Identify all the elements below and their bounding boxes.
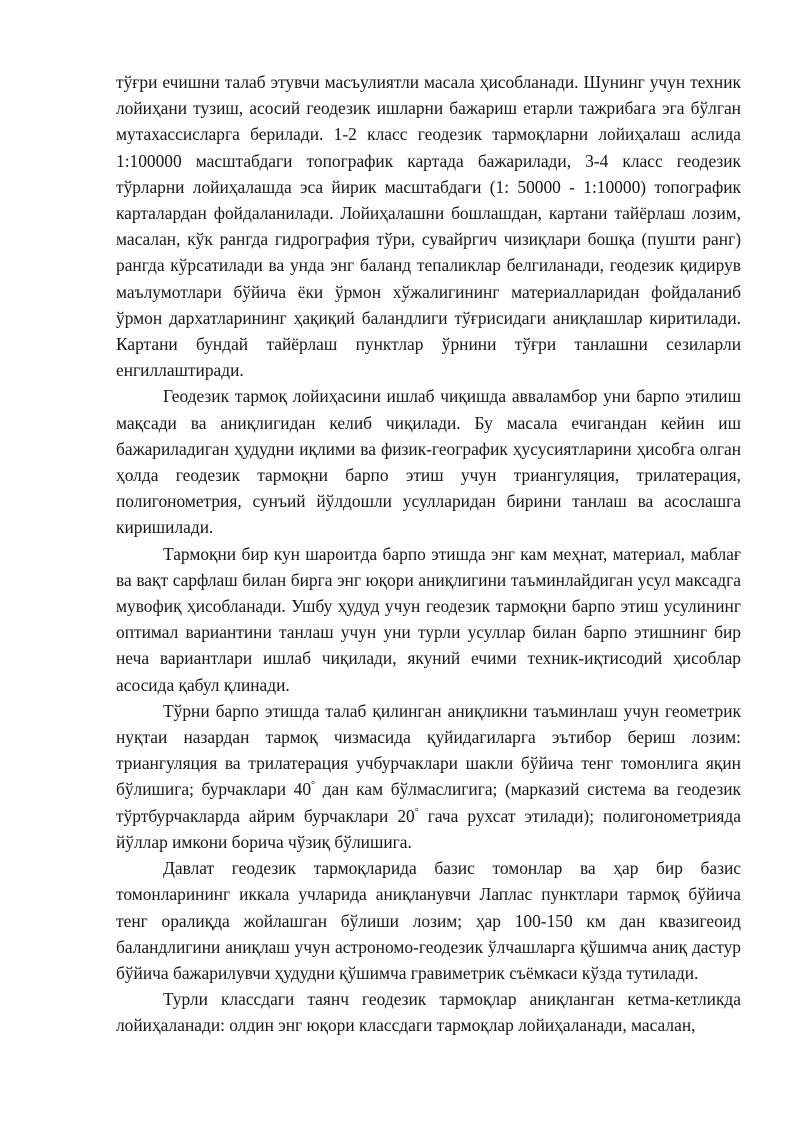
paragraph-4: [116, 698, 741, 855]
document-page: [116, 69, 741, 1039]
paragraph-text: дан кам бўлмаслигига; (марказий система ва геодезик тўртбурчакларда айрим бурчаклари 20: [116, 779, 741, 826]
paragraph-text: Тўрни барпо этишда талаб қилинган аниқликни таъминлаш учун геометрик нуқтаи назардан тармоқ чизмасида қуйидагиларга эътибор бериш лозим: триангуляция ва трилатерация учбурчаклари шакли бўйича тенг томонлига яқин бўлишига; бурчаклари 40: [116, 700, 741, 800]
paragraph-text: Тармоқни бир кун шароитда барпо этишда энг кам меҳнат, материал, маблағ ва вақт сарфлаш билан бирга энг юқори аниқлигини таъминлайдиган усул максадга мувофиқ ҳисобланади. Ушбу ҳудуд учун геодезик тармоқни барпо этиш усулининг оптимал вариантини танлаш учун уни турли усуллар билан барпо этишнинг бир неча вариантлари ишлаб чиқилади, якуний ечими техник-иқтисодий ҳисоблар асосида қабул қлинади.: [116, 543, 741, 695]
paragraph-text: Геодезик тармоқ лойиҳасини ишлаб чиқишда аввaламбор уни барпо этилиш мақсади ва аниқлигидан келиб чиқилади. Бу масала ечигандан кейин иш бажариладиган ҳудудни иқлими ва физик-географик ҳусусиятларини ҳисобга олган ҳолда геодезик тармоқни барпо этиш учун триангуляция, трилатерация, полигонометрия, сунъий йўлдошли усулларидан бирини танлаш ва асослашга киришилади.: [116, 386, 741, 538]
paragraph-text: гача рухсат этилади); полигонометрияда йўллар имкони борича чўзиқ бўлишига.: [116, 805, 741, 852]
paragraph-1: [116, 69, 741, 383]
paragraph-text: Давлат геодезик тармоқларида базис томонлар ва ҳар бир базис томонларининг иккала учларида аниқланувчи Лаплас пунктлари тармоқ бўйича тенг оралиқда жойлашган бўлиши лозим; ҳар 100-150 км дан квазигеоид баландлигини аниқлаш учун астрономо-геодезик ўлчашларга қўшимча аниқ дастур бўйича бажарилувчи ҳудудни қўшимча гравиметрик съёмкаси кўзда тутилади.: [116, 858, 741, 983]
degree-sign: °: [414, 806, 419, 818]
paragraph-text: тўғри ечишни талаб этувчи масъулиятли масала ҳисобланади. Шунинг учун техник лойиҳани тузиш, асосий геодезик ишларни бажариш етарли тажрибага эга бўлган мутахассисларга берилади. 1-2 класс геодезик тармоқларни лойиҳалаш аслида 1:100000 масштабдаги топографик картада бажарилади, 3-4 класс геодезик тўрларни лойиҳалашда эса йирик масштабдаги (1: 50000 - 1:10000) топографик карталардан фойдаланилади. Лойиҳалашни бошлашдан, картани тайёрлаш лозим, масалан, кўк рангда гидрография тўри, сувайргич чизиқлари бошқа (пушти ранг) рангда кўрсатилади ва унда энг баланд тепаликлар белгиланади, геодезик қидирув маълумотлари бўйича ёки ўрмон хўжалигининг материалларидан фойдаланиб ўрмон дархатларининг ҳақиқий баландлиги тўғрисидаги аниқлашлар киритилади. Картани бундай тайёрлаш пунктлар ўрнини тўғри танлашни сезиларли енгиллаштиради.: [116, 72, 741, 381]
paragraph-5: [116, 855, 741, 986]
paragraph-text: Турли классдаги таянч геодезик тармоқлар аниқланган кетма-кетликда лойиҳаланади: олдин энг юқори классдаги тармоқлар лойиҳаланади, масалан,: [116, 989, 741, 1036]
degree-sign: °: [311, 780, 316, 792]
paragraph-6: [116, 986, 741, 1038]
paragraph-3: [116, 541, 741, 698]
paragraph-2: [116, 383, 741, 540]
